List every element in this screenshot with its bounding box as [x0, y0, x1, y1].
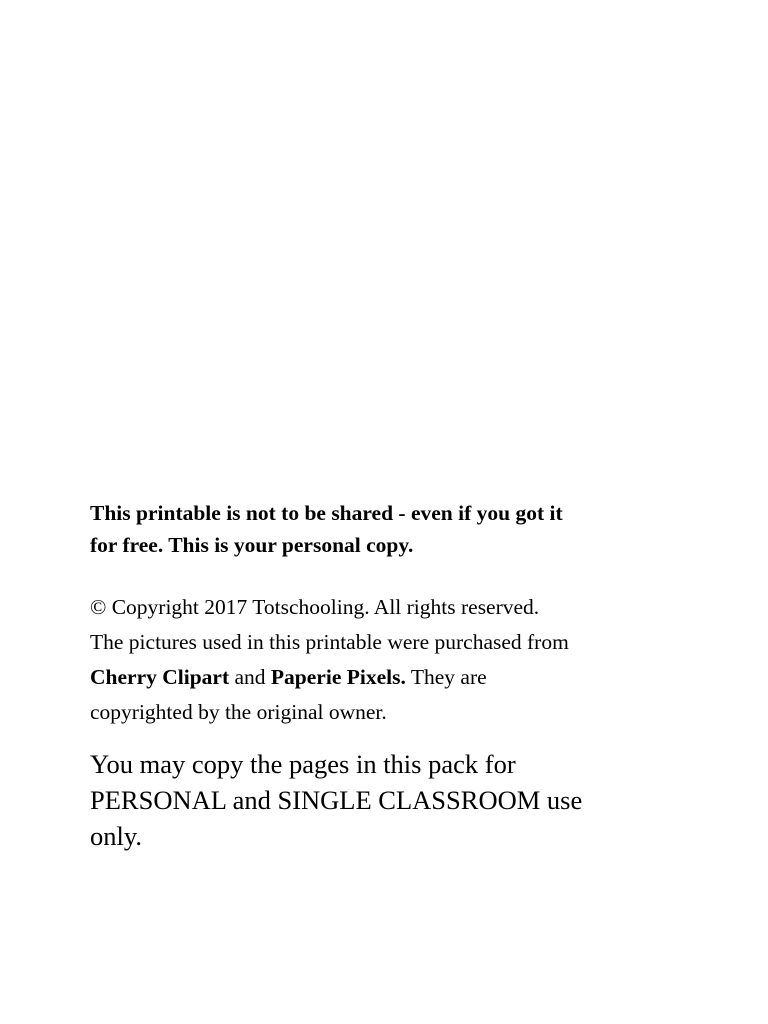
- copyright-paragraph: [90, 590, 690, 730]
- brand-paperie-pixels: Paperie Pixels.: [270, 665, 406, 689]
- sharing-notice-line-2: for free. This is your personal copy.: [90, 533, 414, 557]
- license-line-2: PERSONAL and SINGLE CLASSROOM use: [90, 785, 583, 815]
- copyright-line-3-tail: They are: [410, 665, 487, 689]
- brand-cherry-clipart: Cherry Clipart: [90, 665, 230, 689]
- license-line-3: only.: [90, 821, 143, 851]
- copyright-line-3: [90, 660, 690, 695]
- license-paragraph: [90, 746, 690, 854]
- sharing-notice-line-1: This printable is not to be shared - even if you got it: [90, 501, 563, 525]
- and-word: and: [234, 665, 266, 689]
- copyright-line-1: © Copyright 2017 Totschooling. All rights reserved.: [90, 595, 540, 619]
- sharing-notice: [90, 497, 690, 561]
- license-line-1: You may copy the pages in this pack for: [90, 749, 516, 779]
- copyright-line-4: copyrighted by the original owner.: [90, 700, 387, 724]
- copyright-line-2: The pictures used in this printable were purchased from: [90, 630, 569, 654]
